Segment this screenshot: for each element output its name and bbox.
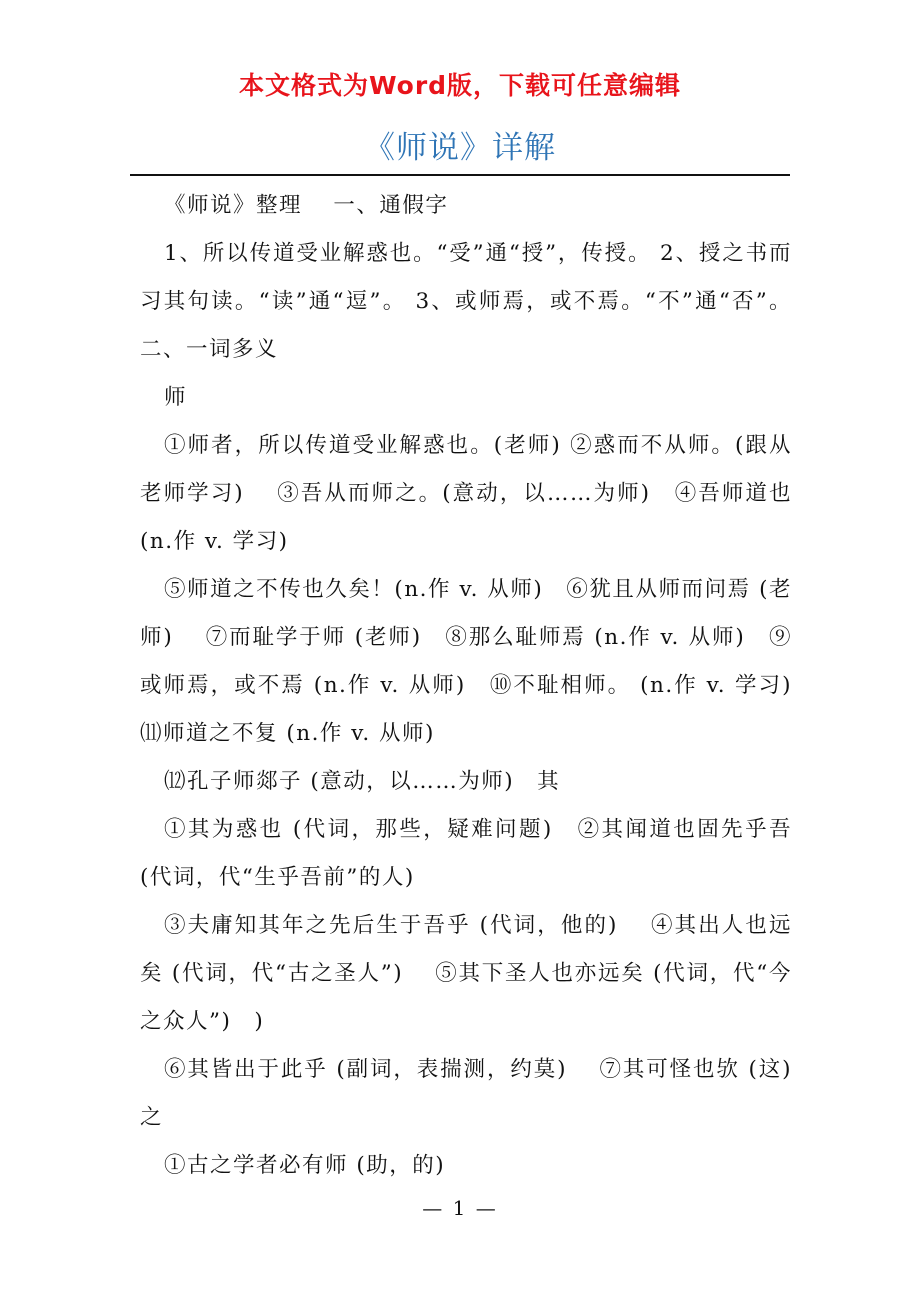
page-number: — 1 — — [422, 1196, 498, 1220]
paragraph-shi-2: ⑤师道之不传也久矣！(n.作 v. 从师) ⑥犹且从师而问焉 (老师) ⑦而耻学于师 (老师) ⑧那么耻师焉 (n.作 v. 从师) ⑨或师焉，或不焉 (n.作 v. 从师) ⑩不耻相师。 (n.作 v. 学习) ⑾师道之不复 (n.作 v. 从师) — [140, 577, 816, 746]
paragraph-qi-3: ⑥其皆出于此乎 (副词，表揣测，约莫) ⑦其可怪也欤 (这) 之 — [140, 1057, 816, 1130]
document-title: 《师说》详解 — [364, 130, 556, 166]
header-divider — [130, 174, 790, 176]
paragraph-tongjiazi: 1、所以传道受业解惑也。“受”通“授”，传授。 2、授之书而习其句读。“读”通“逗”。 3、或师焉，或不焉。“不”通“否”。 二、一词多义 — [140, 241, 792, 362]
document-body — [140, 182, 816, 1190]
paragraph-qi-2: ③夫庸知其年之先后生于吾乎 (代词，他的) ④其出人也远矣 (代词，代“古之圣人”) ⑤其下圣人也亦远矣 (代词，代“今之众人”) ) — [140, 913, 792, 1034]
paragraph-zhi-1: ①古之学者必有师 (助，的) — [164, 1153, 446, 1178]
paragraph-shi-heading: 师 — [164, 385, 188, 410]
paragraph-qi-1: ①其为惑也 (代词，那些，疑难问题) ②其闻道也固先乎吾 (代词，代“生乎吾前”的人) — [140, 817, 792, 890]
paragraph-shi-3: ⑿孔子师郯子 (意动，以……为师) 其 — [164, 769, 561, 794]
download-banner: 本文格式为Word版，下载可任意编辑 — [238, 71, 682, 100]
paragraph-intro: 《师说》整理 一、通假字 — [164, 193, 449, 218]
paragraph-shi-1: ①师者，所以传道受业解惑也。(老师) ②惑而不从师。(跟从老师学习) ③吾从而师之。(意动，以……为师) ④吾师道也 (n.作 v. 学习) — [140, 433, 792, 554]
